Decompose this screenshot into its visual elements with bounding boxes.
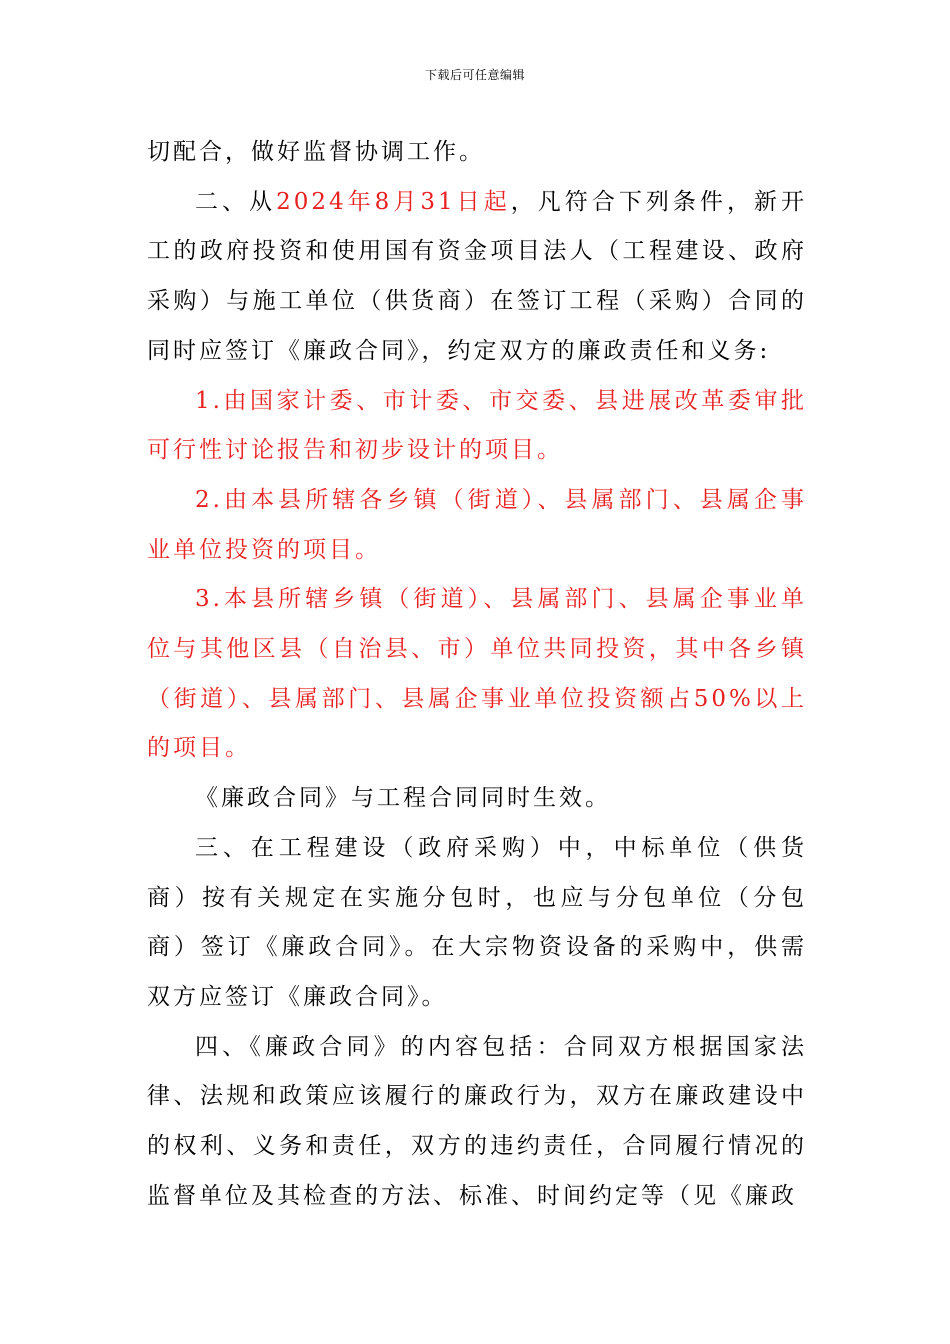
paragraph-section-two (147, 178, 807, 377)
section-two-prefix: 二、从 (195, 188, 277, 215)
list-item-2: 2.由本县所辖各乡镇（街道）、县属部门、县属企事业单位投资的项目。 (147, 486, 807, 563)
paragraph-section-three: 三、在工程建设（政府采购）中，中标单位（供货商）按有关规定在实施分包时，也应与分包单位（分包商）签订《廉政合同》。在大宗物资设备的采购中，供需双方应签订《廉政合同》。 (147, 834, 807, 1010)
paragraph-contract-effective: 《廉政合同》与工程合同同时生效。 (195, 785, 611, 812)
paragraph-section-four: 四、《廉政合同》的内容包括：合同双方根据国家法律、法规和政策应该履行的廉政行为，双方在廉政建设中的权利、义务和责任，双方的违约责任，合同履行情况的监督单位及其检查的方法、标准、时间约定等（见《廉政 (147, 1033, 807, 1209)
document-body (147, 128, 807, 1221)
section-two-suffix: ，凡符合下列条件，新开工的政府投资和使用国有资金项目法人（工程建设、政府采购）与施工单位（供货商）在签订工程（采购）合同的同时应签订《廉政合同》，约定双方的廉政责任和义务: (147, 188, 808, 364)
paragraph-continuation: 切配合，做好监督协调工作。 (147, 139, 485, 165)
list-item-3: 3.本县所辖乡镇（街道）、县属部门、县属企事业单位与其他区县（自治县、市）单位共同投资，其中各乡镇（街道）、县属部门、县属企事业单位投资额占50%以上的项目。 (147, 586, 807, 762)
effective-date-highlight: 2024年8月31日起 (276, 188, 511, 215)
page-header: 下载后可任意编辑 (424, 68, 525, 82)
list-item-1: 1.由国家计委、市计委、市交委、县进展改革委审批可行性讨论报告和初步设计的项目。 (147, 387, 807, 464)
